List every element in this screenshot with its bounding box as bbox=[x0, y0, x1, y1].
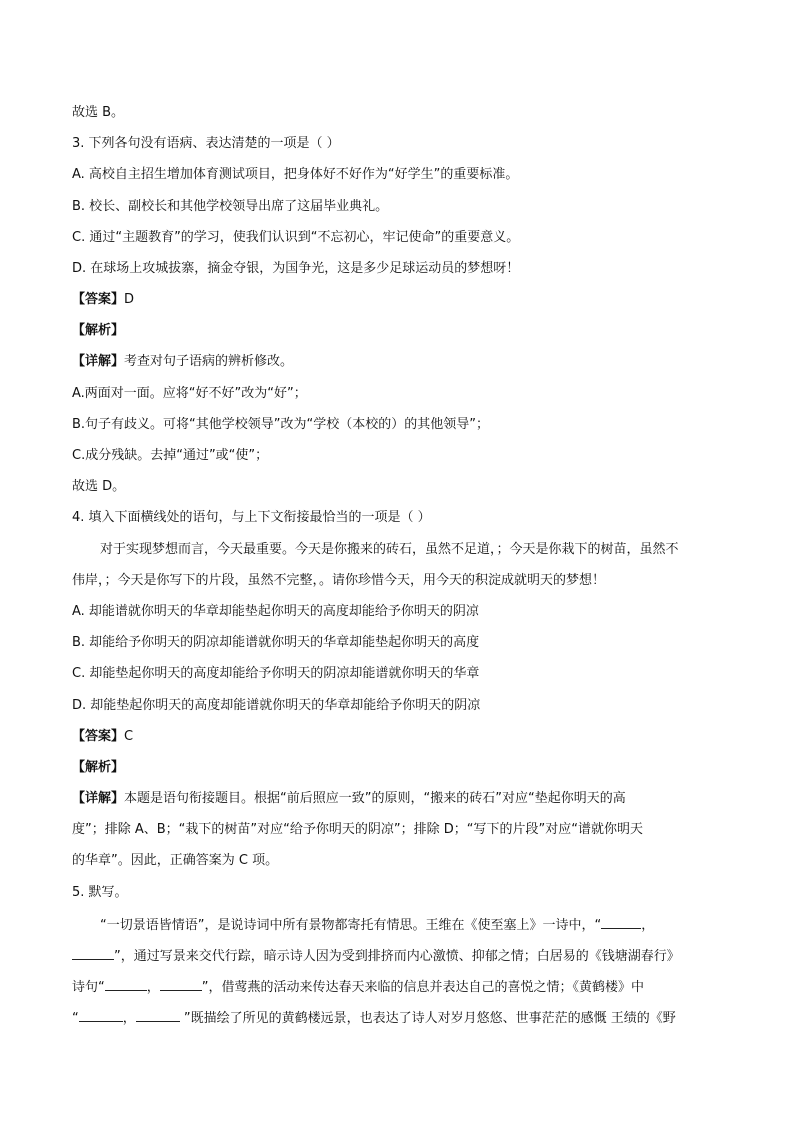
detail-tag: 【详解】 bbox=[72, 354, 125, 369]
question-4-answer bbox=[72, 727, 732, 747]
question-5-stem: 5. 默写。 bbox=[72, 885, 128, 900]
question-3-conclusion: 故选 D。 bbox=[72, 479, 126, 494]
passage-text: ， bbox=[122, 1011, 136, 1026]
question-3-analysis-tag: 【解析】 bbox=[72, 323, 125, 338]
fill-blank[interactable] bbox=[105, 976, 147, 991]
question-3-explanation-b: B.句子有歧义。可将“其他学校领导”改为“学校（本校的）的其他领导”； bbox=[72, 417, 489, 432]
answer-tag: 【答案】 bbox=[72, 292, 125, 307]
fill-blank[interactable] bbox=[79, 1007, 123, 1022]
fill-blank[interactable] bbox=[601, 914, 641, 929]
fill-blank[interactable] bbox=[136, 1007, 180, 1022]
fill-blank[interactable] bbox=[72, 945, 114, 960]
question-5-passage-line-1 bbox=[100, 914, 732, 936]
question-4-option-d: D. 却能垫起你明天的高度却能谱就你明天的华章却能给予你明天的阴凉 bbox=[72, 698, 481, 713]
detail-text: 考查对句子语病的辨析修改。 bbox=[124, 354, 294, 369]
question-4-passage-line-2: 伟岸，；今天是你写下的片段，虽然不完整，。请你珍惜今天，用今天的积淀成就明天的梦想！ bbox=[72, 573, 606, 588]
question-3-option-c: C. 通过“主题教育”的学习，使我们认识到“不忘初心，牢记使命”的重要意义。 bbox=[72, 230, 520, 245]
passage-text: ”，通过写景来交代行踪，暗示诗人因为受到排挤而内心激愤、抑郁之情；白居易的《钱塘湖春行》 bbox=[114, 949, 680, 964]
question-4-detail-line-1 bbox=[72, 789, 732, 809]
question-5-passage-line-4 bbox=[72, 1007, 732, 1029]
answer-tag: 【答案】 bbox=[72, 729, 125, 744]
passage-text: ”既描绘了所见的黄鹤楼远景，也表达了诗人对岁月悠悠、世事茫茫的感慨 王绩的《野 bbox=[179, 1011, 676, 1026]
question-5-passage-line-2 bbox=[72, 945, 732, 967]
question-3-stem: 3. 下列各句没有语病、表达清楚的一项是（ ） bbox=[72, 136, 340, 151]
passage-text: ， bbox=[641, 918, 655, 933]
question-4-stem: 4. 填入下面横线处的语句，与上下文衔接最恰当的一项是（ ） bbox=[72, 510, 431, 525]
passage-text: ， bbox=[146, 980, 160, 995]
question-4-detail-line-3: 的华章”。因此，正确答案为 C 项。 bbox=[72, 853, 279, 868]
passage-text: “ bbox=[72, 1011, 79, 1026]
question-3-explanation-c: C.成分残缺。去掉“通过”或“使”； bbox=[72, 448, 269, 463]
passage-text: ”，借莺燕的活动来传达春天来临的信息并表达自己的喜悦之情；《黄鹤楼》中 bbox=[201, 980, 645, 995]
answer-value: C bbox=[124, 729, 134, 744]
detail-tag: 【详解】 bbox=[72, 791, 125, 806]
question-3-answer bbox=[72, 290, 732, 310]
question-4-option-a: A. 却能谱就你明天的华章却能垫起你明天的高度却能给予你明天的阴凉 bbox=[72, 604, 479, 619]
answer-value: D bbox=[124, 292, 135, 307]
question-4-detail-line-2: 度”；排除 A、B；“栽下的树苗”对应“给予你明天的阴凉”；排除 D；“写下的片段”对应“谱就你明天 bbox=[72, 822, 643, 837]
conclusion-line: 故选 B。 bbox=[72, 105, 125, 120]
question-3-explanation-a: A.两面对一面。应将“好不好”改为“好”； bbox=[72, 386, 307, 401]
question-3-option-b: B. 校长、副校长和其他学校领导出席了这届毕业典礼。 bbox=[72, 199, 389, 214]
question-4-option-c: C. 却能垫起你明天的高度却能给予你明天的阴凉却能谱就你明天的华章 bbox=[72, 666, 480, 681]
question-3-detail bbox=[72, 352, 732, 372]
passage-text: “一切景语皆情语”，是说诗词中所有景物都寄托有情思。王维在《使至塞上》一诗中，“ bbox=[100, 918, 602, 933]
question-4-option-b: B. 却能给予你明天的阴凉却能谱就你明天的华章却能垫起你明天的高度 bbox=[72, 635, 480, 650]
detail-text: 本题是语句衔接题目。根据“前后照应一致”的原则，“搬来的砖石”对应“垫起你明天的高 bbox=[124, 791, 626, 806]
fill-blank[interactable] bbox=[160, 976, 202, 991]
question-3-option-a: A. 高校自主招生增加体育测试项目，把身体好不好作为“好学生”的重要标准。 bbox=[72, 167, 519, 182]
question-3-option-d: D. 在球场上攻城拔寨，摘金夺银，为国争光，这是多少足球运动员的梦想呀！ bbox=[72, 261, 520, 276]
question-4-analysis-tag: 【解析】 bbox=[72, 760, 125, 775]
passage-text: 诗句“ bbox=[72, 980, 105, 995]
question-5-passage-line-3 bbox=[72, 976, 732, 998]
question-4-passage-line-1: 对于实现梦想而言，今天最重要。今天是你搬来的砖石，虽然不足道，；今天是你栽下的树苗，虽然不 bbox=[100, 542, 679, 557]
